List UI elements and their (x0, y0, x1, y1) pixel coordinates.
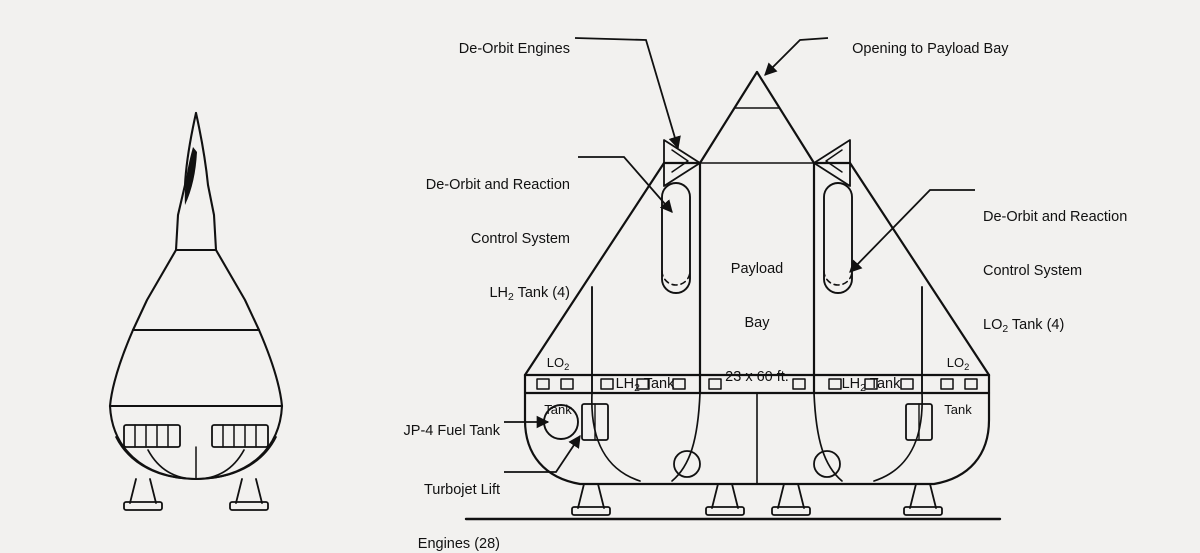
front-view-group (110, 113, 282, 510)
callout-turbojet-lift-engines-line1: Turbojet Lift (423, 482, 500, 498)
front-view-engine-dividers-left (135, 425, 168, 447)
callout-opening-to-payload-bay-text: Opening to Payload Bay (852, 41, 1009, 57)
label-lo2-tank-left (528, 325, 588, 447)
callout-turbojet-lift-engines (300, 445, 500, 553)
label-payload-bay-line3: 23 x 60 ft. (725, 369, 789, 385)
side-view-gear-midright-struts (778, 484, 804, 508)
label-lo2-tank-right-line1: $LO_2$ (946, 355, 970, 372)
side-view-rcs-left-dashed-bottom (662, 271, 690, 285)
callout-deorbit-rcs-lo2-line3: $LO_2$ Tank (4) (983, 317, 1065, 335)
callout-deorbit-rcs-lh2-line2: Control System (470, 231, 570, 247)
callout-deorbit-rcs-lo2 (983, 172, 1200, 372)
front-view-upper-right (216, 250, 259, 330)
side-view-rcs-lo2-tank-right (824, 183, 852, 293)
side-view-gear-right-struts (910, 484, 936, 508)
label-lo2-tank-left-line1: $LO_2$ (546, 355, 570, 372)
callout-deorbit-rcs-lh2-line3: $LH_2$ Tank (4) (489, 285, 570, 303)
label-payload-bay (707, 224, 807, 422)
callout-deorbit-rcs-lh2 (330, 140, 570, 340)
side-view-gear-midleft-struts (712, 484, 738, 508)
callout-deorbit-rcs-lo2-line1: De-Orbit and Reaction (983, 209, 1128, 225)
label-payload-bay-line2: Bay (744, 315, 770, 331)
side-view-nose-left (700, 72, 757, 163)
label-lh2-tank-right (826, 339, 916, 431)
side-view-nose-right (757, 72, 814, 163)
label-lh2-tank-left (600, 339, 690, 431)
leader-rcs-lh2 (578, 157, 672, 212)
leader-opening-to-payload-bay (765, 38, 828, 75)
front-view-engine-dividers-right (223, 425, 256, 447)
front-view-nose-right (196, 113, 216, 250)
front-view-gear-left-struts (130, 479, 156, 503)
side-view-gear-left-struts (578, 484, 604, 508)
label-lh2-tank-left-text: $LH_2$ Tank (615, 376, 675, 394)
callout-deorbit-rcs-lo2-line2: Control System (983, 263, 1083, 279)
label-lo2-tank-right-line2: Tank (944, 402, 972, 417)
front-view-mid-right (259, 330, 282, 406)
front-view-gear-right-struts (236, 479, 262, 503)
front-view-engine-bank-left (124, 425, 180, 447)
side-view-rcs-lh2-tank-left (662, 183, 690, 293)
front-view-mid-left (110, 330, 133, 406)
callout-deorbit-rcs-lh2-line1: De-Orbit and Reaction (425, 177, 570, 193)
label-lo2-tank-right (928, 325, 988, 447)
callout-opening-to-payload-bay (836, 22, 1096, 76)
side-view-belly-port-left (674, 451, 700, 477)
callout-de-orbit-engines-text: De-Orbit Engines (458, 41, 570, 57)
front-view-engine-bank-right (212, 425, 268, 447)
label-lo2-tank-left-line2: Tank (544, 402, 572, 417)
side-view-rcs-right-dashed-bottom (824, 271, 852, 285)
front-view-fin-shading (185, 147, 197, 205)
label-lh2-tank-right-text: $LH_2$ Tank (841, 376, 901, 394)
front-view-upper-left (133, 250, 176, 330)
callout-turbojet-lift-engines-line2: Engines (28) (417, 536, 500, 552)
callout-de-orbit-engines (360, 22, 570, 76)
leader-de-orbit-engines (575, 38, 678, 148)
side-view-belly-port-right (814, 451, 840, 477)
label-payload-bay-line1: Payload (730, 261, 784, 277)
callout-jp4-fuel-tank-text: JP-4 Fuel Tank (403, 423, 500, 439)
